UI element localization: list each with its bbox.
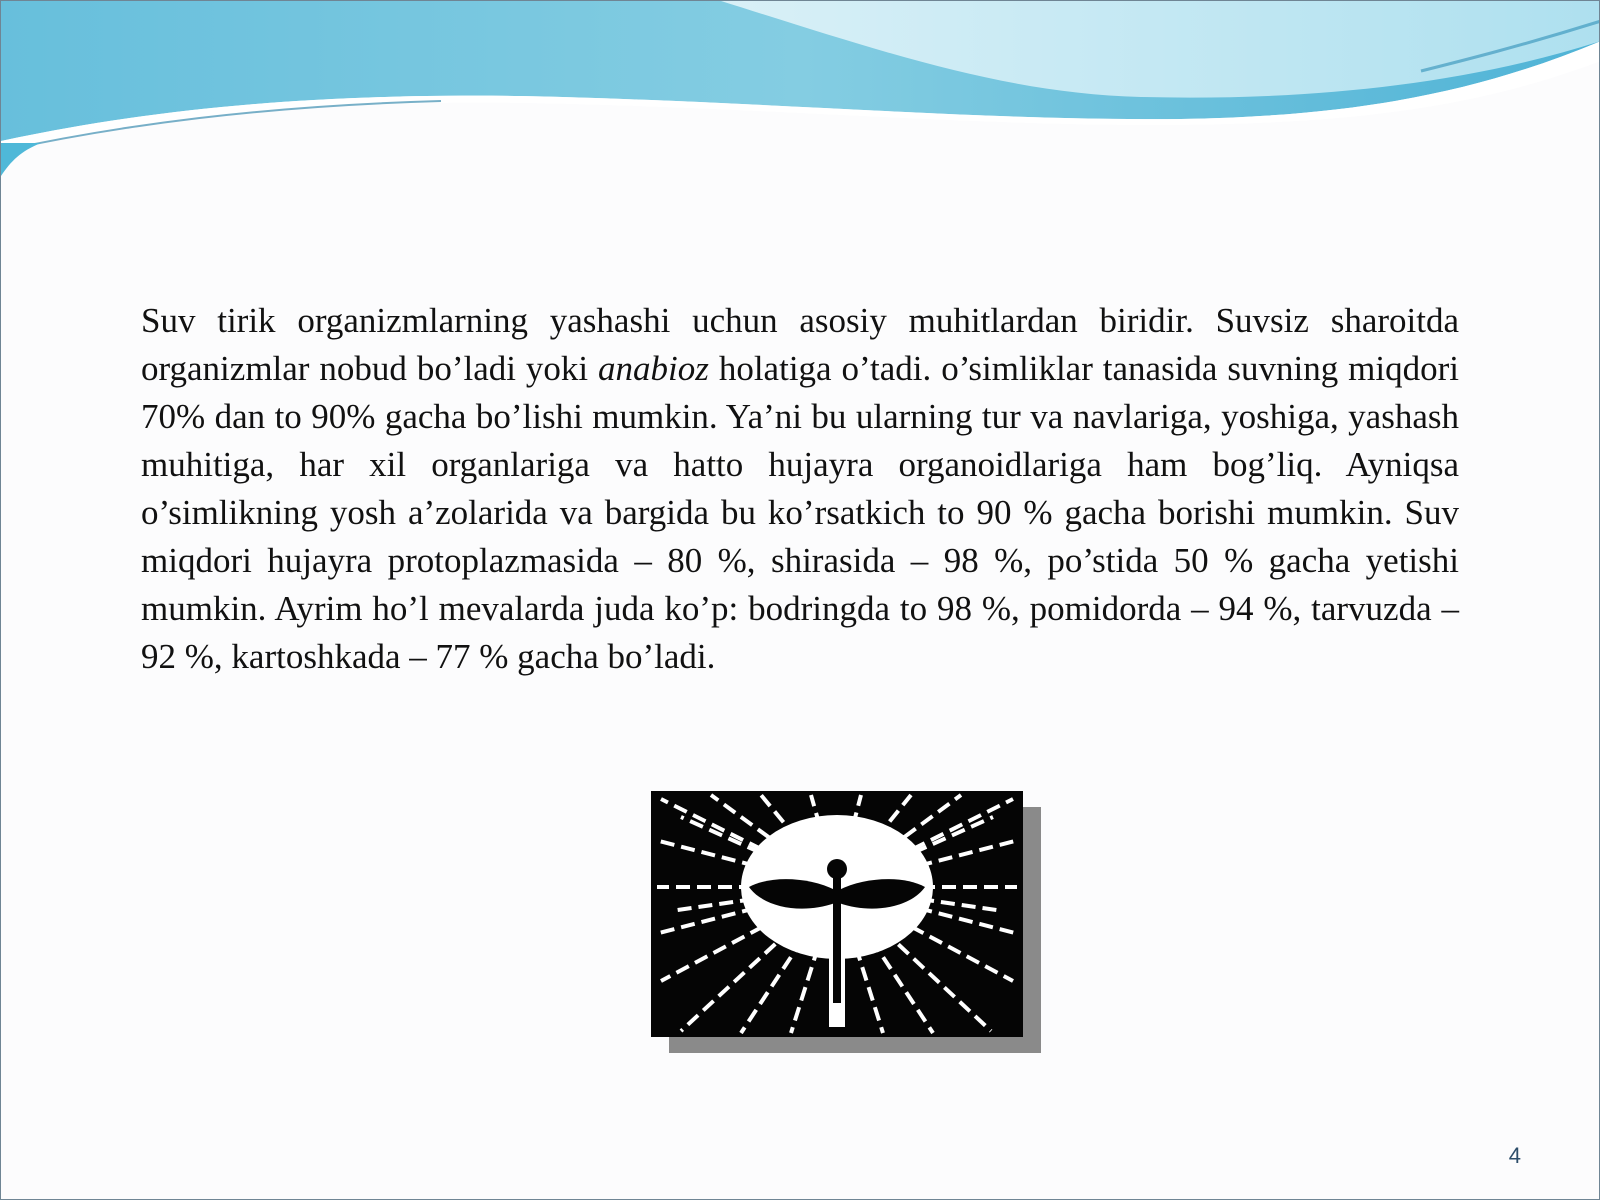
paragraph-text-start: Suv tirik organizmlarning yashashi uchun asosiy muhitlardan biridir. Suvsiz sharoitda organizmlar nobud bo’ladi yoki [141, 301, 1459, 388]
paragraph-text-end: holatiga o’tadi. o’simliklar tanasida suvning miqdori 70% dan to 90% gacha bo’lishi mumkin. Ya’ni bu ularning tur va navlariga, yoshiga, yashash muhitiga, har xil organlariga va hatto hujayra organoidlariga ham bog’liq. Ayniqsa o’simlikning yosh a’zolarida va bargida bu ko’rsatkich to 90 % gacha borishi mumkin. Suv miqdori hujayra protoplazmasida – 80 %, shirasida – 98 %, po’stida 50 % gacha yetishi mumkin. Ayrim ho’l mevalarda juda ko’p: bodringda to 98 %, pomidorda – 94 %, tarvuzda – 92 %, kartoshkada – 77 % gacha bo’ladi. [141, 349, 1459, 676]
body-paragraph [141, 297, 1459, 681]
italic-term-anabioz: anabioz [598, 349, 709, 388]
page-number: 4 [1508, 1143, 1521, 1168]
header-wave-decoration [1, 1, 1600, 201]
sprout-with-radiating-light-icon [651, 791, 1043, 1055]
